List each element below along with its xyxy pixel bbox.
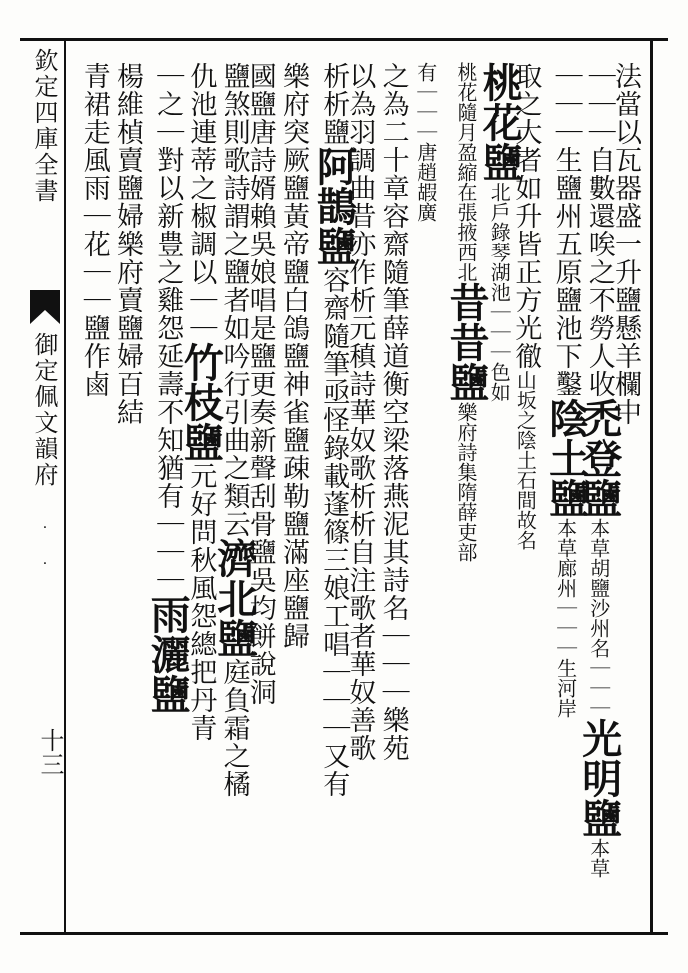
column-text: 樂府	[278, 62, 309, 118]
entry-heading: 雨灑鹽	[144, 594, 192, 714]
column-text: 法當以瓦器盛一升鹽懸羊欄中	[610, 62, 641, 426]
column-text: 楊維楨賣鹽婦樂府賣鹽婦百結	[112, 62, 143, 426]
column-text: ｜之｜對以新豊之雞	[152, 62, 184, 314]
column-text: 本草廊州｜｜｜生河岸	[553, 518, 578, 718]
column-text: 青裙走風雨｜花｜｜鹽作鹵	[78, 62, 110, 398]
text-column-6	[443, 62, 490, 562]
column-text: 以為羽調曲昔亦作析元稹詩華奴歌析析自注歌者華奴善歌	[344, 62, 376, 762]
column-text: 山坂之陰土石間故名	[513, 370, 538, 550]
entry-heading: 光明鹽	[575, 718, 623, 838]
column-text: ｜｜｜生鹽州五原鹽池下鑿	[550, 62, 582, 398]
bottom-border	[20, 932, 668, 935]
book-title: 御定佩文韻府	[30, 332, 58, 488]
column-text: 桃花隨月盈縮在張掖西北	[454, 62, 478, 282]
entry-heading: 竹枝鹽	[177, 342, 225, 462]
text-column-3	[542, 62, 590, 718]
text-column-11	[280, 62, 307, 650]
text-column-10	[310, 62, 358, 798]
text-column-16	[114, 62, 141, 426]
column-text: 取之大者如升皆正方光徹	[510, 62, 542, 370]
column-text: 仇池連蒂之椒調以｜｜	[185, 62, 217, 342]
entry-heading: 桃花鹽	[476, 62, 524, 182]
column-text: 元好問秋風怨總把丹青	[185, 462, 217, 742]
margin-divider	[64, 38, 66, 935]
right-border	[650, 38, 653, 935]
entry-heading: 阿鵲鹽	[310, 146, 358, 266]
column-text: 本草	[586, 838, 611, 878]
column-text: 北戶錄琴湖池｜｜｜色如	[487, 182, 512, 402]
column-text: 之為二十章容齋隨筆薛道衡空梁落燕泥其詩名｜｜｜樂苑	[377, 62, 409, 762]
text-column-8	[377, 62, 409, 762]
column-text: 有｜｜｜唐趙嘏廣	[413, 62, 438, 222]
page-number: 十三	[36, 728, 64, 776]
column-text: 容齋隨筆亟怪錄載蓬篠三娘工唱｜｜｜又有	[318, 266, 350, 798]
entry-heading: 陰土鹽	[542, 398, 590, 518]
text-column-17	[78, 62, 110, 398]
fish-tail-mark	[30, 290, 60, 324]
margin-dots: · ·	[37, 520, 53, 574]
column-text: 庭負霜之橘	[218, 658, 250, 798]
top-border	[20, 38, 668, 41]
entry-heading: 禿登鹽	[575, 398, 623, 518]
entry-heading: 昔昔鹽	[443, 282, 490, 402]
column-text: 樂府詩集隋薛吏部	[454, 402, 478, 562]
column-text: 析析鹽	[318, 62, 350, 146]
text-column-15	[144, 62, 192, 714]
running-title: 欽定四庫全書	[30, 48, 58, 204]
text-column-7	[413, 62, 440, 222]
column-text: 鹽煞則歌詩謂之鹽者如吟行引曲之類云	[218, 62, 250, 538]
column-text: 突厥鹽黃帝鹽白鴿鹽神雀鹽疎勒鹽滿座鹽歸	[278, 118, 309, 650]
column-text: 怨延壽不知猶有｜｜｜	[152, 314, 184, 594]
column-text: ｜｜｜自數還唉之不勞人收	[583, 62, 615, 398]
column-text: 國鹽唐詩婿賴吳娘唱是鹽更奏新聲刮骨鹽吳均餅說洞	[244, 62, 276, 706]
column-text: 本草胡鹽沙州名｜｜｜	[586, 518, 611, 718]
entry-heading: 濟北鹽	[210, 538, 258, 658]
